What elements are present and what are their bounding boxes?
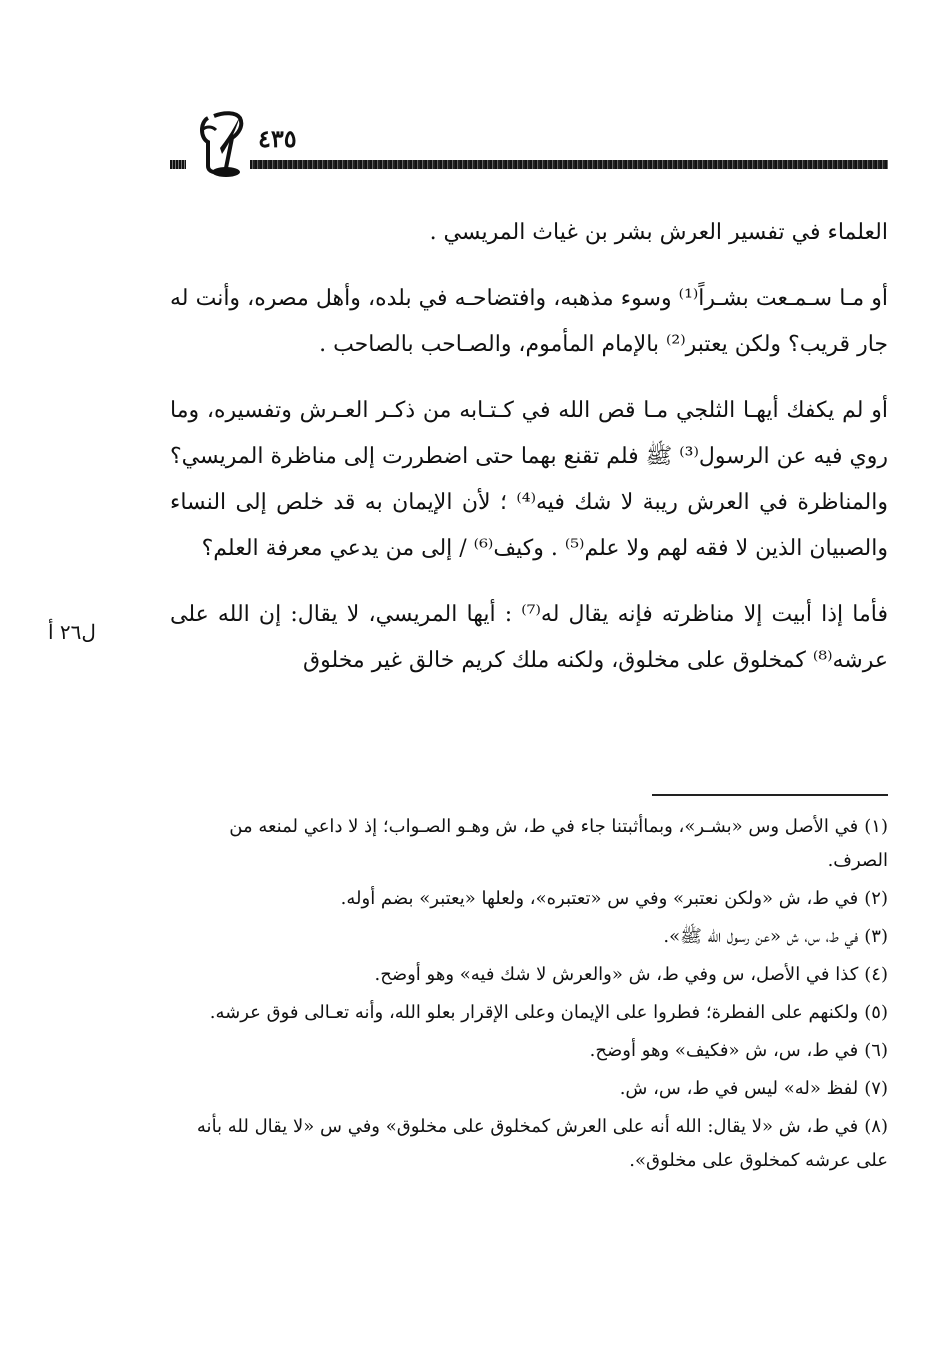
footnote-number: (٤) [864,964,888,985]
footnote-number: (٥) [864,1002,888,1023]
footnote-text: لفظ «له» ليس في ط، س، ش. [619,1078,859,1099]
footnote-number: (٣) [864,926,888,947]
footnote-text: في ط، س، ش «فكيف» وهو أوضح. [589,1040,859,1061]
footnote-text: في ط، ش «ولكن نعتبر» وفي س «تعتبره»، ولعلها «يعتبر» بضم أوله. [340,888,859,909]
paragraph-4: فأما إذا أبيت إلا مناظرته فإنه يقال له⁽⁷⁾ : أيها المريسي، لا يقال: إن الله على عرشه⁽⁸⁾ كمخلوق على مخلوق، ولكنه ملك كريم خالق غير مخلوق [170,602,888,673]
footnote-divider [652,794,888,796]
page-header [170,108,888,180]
footnote-text: في ط، س، ش «عن رسول الله ﷺ». [663,926,859,947]
quill-scroll-icon [194,108,252,178]
header-rule-left [170,160,186,169]
footnote-number: (٨) [864,1116,888,1137]
manuscript-folio-note: ل٢٦ أ [48,620,96,644]
footnote-text: كذا في الأصل، س وفي ط، ش «والعرش لا شك فيه» وهو أوضح. [374,964,859,985]
footnote-number: (١) [864,816,888,837]
footnote-8 [170,1110,888,1178]
footnote-number: (٦) [864,1040,888,1061]
footnote-2 [170,882,888,916]
footnote-7 [170,1072,888,1106]
header-rule [250,160,888,169]
footnote-text: ولكنهم على الفطرة؛ فطروا على الإيمان وعلى الإقرار بعلو الله، وأنه تعـالى فوق عرشه. [209,1002,859,1023]
footnote-5 [170,996,888,1030]
paragraph-3: أو لم يكفك أيهـا الثلجي مـا قص الله في كـتـابه من ذكـر العـرش وتفسيره، وما روي فيه عن الرسول⁽³⁾ ﷺ فلم تقنع بهما حتى اضطررت إلى مناظرة المريسي؟ والمناظرة في العرش ريبة لا شك فيه⁽⁴⁾ ؛ لأن الإيمان به قد خلص إلى النساء والصبيان الذين لا فقه لهم ولا علم⁽⁵⁾ . وكيف⁽⁶⁾ / إلى من يدعي معرفة العلم؟ [170,398,888,561]
main-body [170,210,888,684]
footnotes [170,810,888,1182]
footnote-text: في الأصل وس «بشـر»، وبماأثبتنا جاء في ط، ش وهـو الصـواب؛ إذ لا داعي لمنعه من الصرف. [229,816,888,871]
paragraph-2: أو مـا سـمـعت بشـراً⁽¹⁾ وسوء مذهبه، وافتضاحـه في بلده، وأهل مصره، وأنت له جار قريب؟ ولكن يعتبر⁽²⁾ بالإمام المأموم، والصـاحب بالصاحب . [170,286,888,357]
footnote-4 [170,958,888,992]
footnote-1 [170,810,888,878]
paragraph-1: العلماء في تفسير العرش بشر بن غياث المريسي . [429,220,888,245]
footnote-number: (٧) [864,1078,888,1099]
footnote-number: (٢) [864,888,888,909]
footnote-6 [170,1034,888,1068]
footnote-3 [170,920,888,954]
footnote-text: في ط، ش «لا يقال: الله أنه على العرش كمخلوق على مخلوق» وفي س «لا يقال لله بأنه على عرشه كمخلوق على مخلوق». [196,1116,888,1171]
page-number: ٤٣٥ [258,124,297,153]
